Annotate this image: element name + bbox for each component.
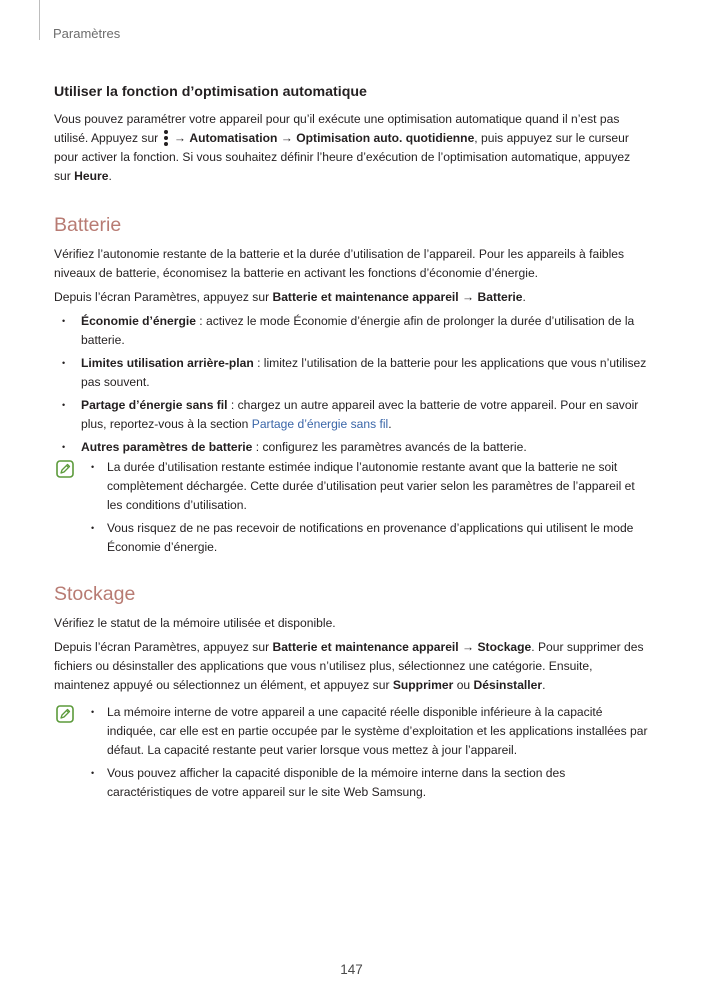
list-item: • Limites utilisation arrière-plan : limitez l’utilisation de la batterie pour les applications que vous n’utilisez pas souvent. <box>54 354 650 392</box>
storage-note <box>54 703 650 802</box>
battery-options-list <box>54 312 650 457</box>
storage-note-list <box>91 703 650 802</box>
list-item: • Vous pouvez afficher la capacité disponible de la mémoire interne dans la section des caractéristiques de votre appareil sur le site Web Samsung. <box>91 764 650 802</box>
note-pencil-icon <box>56 460 74 478</box>
storage-intro: Vérifiez le statut de la mémoire utilisée et disponible. <box>54 616 336 630</box>
list-item: • Autres paramètres de batterie : configurez les paramètres avancés de la batterie. <box>54 438 650 457</box>
battery-heading: Batterie <box>54 214 122 236</box>
battery-section <box>54 212 650 557</box>
auto-optimization-heading: Utiliser la fonction d’optimisation automatique <box>54 84 367 100</box>
page-number: 147 <box>340 962 363 977</box>
wireless-power-sharing-link[interactable]: Partage d’énergie sans fil <box>251 417 389 431</box>
page-content <box>54 82 650 806</box>
storage-heading: Stockage <box>54 583 136 605</box>
battery-note <box>54 458 650 557</box>
auto-optimization-section <box>54 82 650 186</box>
running-header: Paramètres <box>53 26 121 41</box>
battery-intro: Vérifiez l’autonomie restante de la batterie et la durée d’utilisation de l’appareil. Pour les appareils à faibles niveaux de batterie, économisez la batterie en activant les fonctions d’économie d’énergie. <box>54 247 625 280</box>
list-item: • Économie d’énergie : activez le mode Économie d’énergie afin de prolonger la durée d’utilisation de la batterie. <box>54 312 650 350</box>
battery-path: Depuis l’écran Paramètres, appuyez sur Batterie et maintenance appareil → Batterie. <box>54 290 526 304</box>
list-item: • La durée d’utilisation restante estimée indique l’autonomie restante avant que la batterie ne soit complètement déchargée. Cette durée d’utilisation peut varier selon les paramètres de l’appareil et les conditions d’utilisation. <box>91 458 650 515</box>
more-options-icon <box>164 130 169 146</box>
storage-path: Depuis l’écran Paramètres, appuyez sur Batterie et maintenance appareil → Stockage. Pour supprimer des fichiers ou désinstaller des applications que vous n’utilisez plus, sélectionnez une catégorie. Ensuite, maintenez appuyé ou sélectionnez un élément, et appuyez sur Supprimer ou Désinstaller. <box>54 640 644 692</box>
battery-note-list <box>91 458 650 557</box>
list-item: • Partage d’énergie sans fil : chargez un autre appareil avec la batterie de votre appareil. Pour en savoir plus, reportez-vous à la section Partage d’énergie sans fil. <box>54 396 650 434</box>
list-item: • La mémoire interne de votre appareil a une capacité réelle disponible inférieure à la capacité indiquée, car elle est en partie occupée par le système d’exploitation et les applications installées par défaut. La capacité restante peut varier lorsque vous mettez à jour l’appareil. <box>91 703 650 760</box>
storage-section <box>54 581 650 802</box>
list-item: • Vous risquez de ne pas recevoir de notifications en provenance d’applications qui utilisent le mode Économie d’énergie. <box>91 519 650 557</box>
header-rule <box>39 0 40 40</box>
auto-optimization-text: Vous pouvez paramétrer votre appareil pour qu’il exécute une optimisation automatique quand il n’est pas utilisé. Appuyez sur → Automatisation → Optimisation auto. quotidienne, puis appuyez sur le curseur pour activer la fonction. Si vous souhaitez définir l’heure d’exécution de l’optimisation automatique, appuyez sur Heure. <box>54 112 631 183</box>
note-pencil-icon <box>56 705 74 723</box>
